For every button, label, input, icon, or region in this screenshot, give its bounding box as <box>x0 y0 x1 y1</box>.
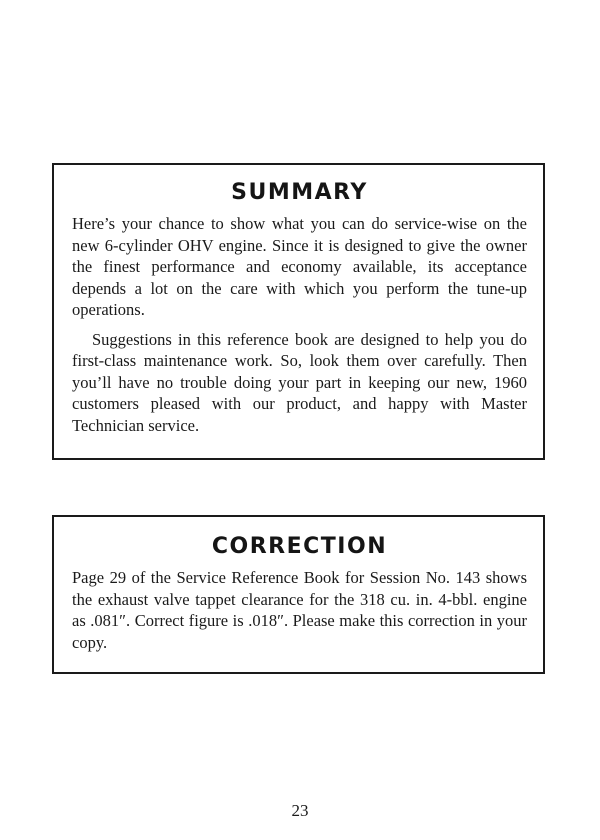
summary-paragraph-1: Here’s your chance to show what you can do service-wise on the new 6-cylinder OHV engine. Since it is designed to give the owner the finest performance and economy available, its acceptance depends a lot on the care with which you perform the tune-up operations. <box>72 214 527 319</box>
correction-paragraph: Page 29 of the Service Reference Book for Session No. 143 shows the exhaust valve tappet clearance for the 318 cu. in. 4-bbl. engine as .081″. Correct figure is .018″. Please make this correction in your copy. <box>72 568 527 652</box>
correction-box <box>52 515 545 674</box>
summary-paragraph-2: Suggestions in this reference book are designed to help you do first-class maintenance work. So, look them over carefully. Then you’ll have no trouble doing your part in keeping our new, 1960 customers pleased with our product, and happy with Master Technician service. <box>72 329 527 435</box>
correction-title: CORRECTION <box>211 534 388 559</box>
summary-title: SUMMARY <box>231 180 368 205</box>
summary-box <box>52 163 545 460</box>
page-number: 23 <box>291 801 309 820</box>
